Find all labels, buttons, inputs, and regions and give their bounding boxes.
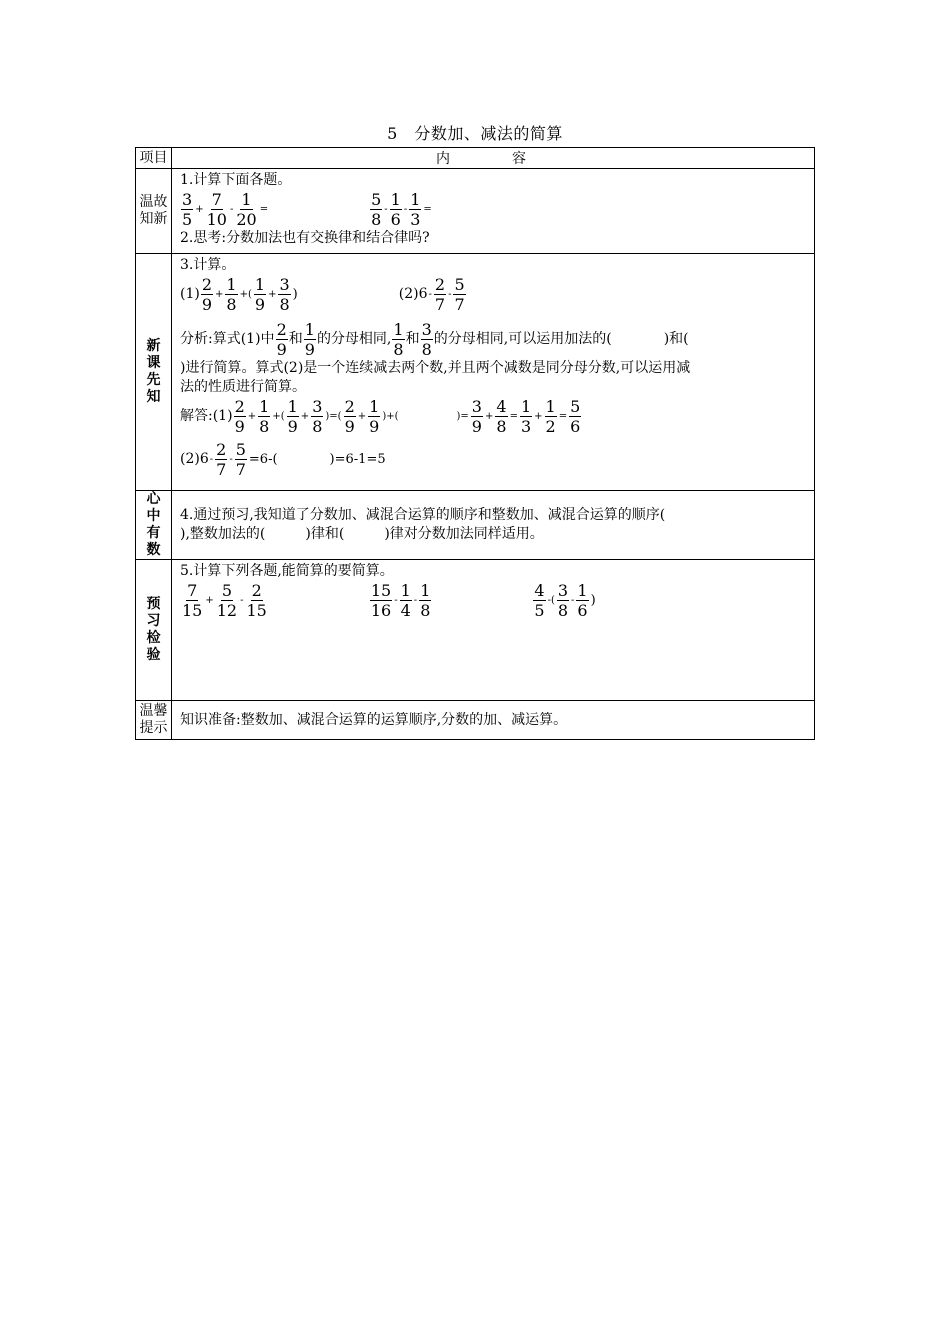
- fraction: $\frac{1}{9}$: [287, 397, 298, 436]
- fraction: $\frac{3}{9}$: [471, 397, 482, 436]
- header-item: 项目: [136, 148, 172, 169]
- fraction: $\frac{2}{7}$: [434, 275, 446, 314]
- fraction: $\frac{1}{3}$: [520, 397, 532, 436]
- solution-2-tail: =6-(: [248, 452, 278, 467]
- label-char: 有: [146, 525, 161, 541]
- solution-line-1: 解答:(1) $\frac{2}{9}$ + $\frac{1}{8}$ +( $\frac{1}{9}$ + $\frac{3}{8}$ )=( $\frac{2}{9}$ + $\frac{1}{9}$ )+( )= $\frac{3}{9}$ + $\frac{4}{8}$ = $\frac{1}{3}$ + $\frac{1}{2}$ = $\frac{5}{6}$: [180, 397, 581, 436]
- fraction: $\frac{3}{8}$: [312, 397, 323, 436]
- practice-content: [172, 560, 815, 701]
- mind-row: [136, 491, 815, 560]
- fraction: $\frac{2}{9}$: [276, 320, 287, 359]
- problem-1-prefix: (1): [180, 286, 200, 302]
- newlesson-label: [136, 254, 172, 491]
- fraction: $\frac{2}{9}$: [234, 397, 245, 436]
- fraction: $\frac{1}{8}$: [420, 581, 431, 620]
- analysis-text: 和: [288, 331, 303, 347]
- fraction: $\frac{3}{8}$: [279, 275, 290, 314]
- practice-row: [136, 560, 815, 701]
- minus-sign: -: [384, 204, 388, 215]
- newlesson-row: [136, 254, 815, 491]
- fraction: $\frac{3}{8}$: [557, 581, 569, 620]
- analysis-line-1: [180, 320, 808, 359]
- header-content: 内 容: [172, 148, 815, 169]
- review-label-line1: 温故: [139, 194, 168, 210]
- fraction: $\frac{3}{5}$: [182, 190, 193, 229]
- problem-line: (1) $\frac{2}{9}$ + $\frac{1}{8}$ +( $\frac{1}{9}$ + $\frac{3}{8}$ ) (2)6 - $\frac{2}{7}$ - $\frac{5}{7}$: [180, 275, 465, 314]
- fraction: $\frac{7}{10}$: [206, 190, 227, 229]
- analysis-text: )和(: [663, 331, 689, 347]
- tips-row: [136, 701, 815, 740]
- solution-2-prefix: (2)6: [180, 451, 209, 467]
- label-char: 中: [146, 508, 161, 524]
- mind-content: [172, 491, 815, 560]
- practice-label: [136, 560, 172, 701]
- fraction: $\frac{2}{15}$: [246, 581, 267, 620]
- solution-2-tail: )=6-1=5: [329, 452, 386, 467]
- fraction: $\frac{2}{7}$: [216, 440, 227, 479]
- problem-2-prefix: (2)6: [398, 286, 428, 302]
- review-expressions: [180, 190, 808, 229]
- plus-sign: +: [195, 204, 204, 215]
- mind-text: )律和(: [305, 526, 345, 542]
- fraction: $\frac{4}{5}$: [534, 581, 545, 620]
- fraction: $\frac{1}{8}$: [259, 397, 270, 436]
- fraction: $\frac{1}{6}$: [390, 190, 401, 229]
- fraction: $\frac{1}{8}$: [226, 275, 237, 314]
- tips-text: 知识准备:整数加、减混合运算的运算顺序,分数的加、减运算。: [180, 711, 568, 728]
- fraction: $\frac{7}{15}$: [182, 581, 203, 620]
- fraction: $\frac{1}{6}$: [577, 581, 588, 620]
- fraction: $\frac{1}{9}$: [304, 320, 315, 359]
- practice-expressions: $\frac{7}{15}$ + $\frac{5}{12}$ - $\frac{2}{15}$ $\frac{15}{16}$ - $\frac{1}{4}$ - $\frac{1}{8}$ $\frac{4}{5}$ -( $\frac{3}{8}$ - $\frac{1}{6}$ ): [182, 581, 596, 620]
- mind-text: ),整数加法的(: [180, 526, 266, 542]
- analysis-text: 的分母相同,可以运用加法的(: [433, 331, 612, 347]
- label-char: 先: [146, 372, 161, 388]
- fraction: $\frac{5}{6}$: [570, 397, 581, 436]
- label-char: 数: [146, 542, 161, 558]
- review-content: [172, 169, 815, 254]
- fraction: $\frac{5}{12}$: [216, 581, 238, 620]
- label-char: 检: [146, 630, 161, 646]
- fraction: $\frac{15}{16}$: [370, 581, 392, 620]
- fraction: $\frac{5}{8}$: [371, 190, 382, 229]
- practice-q5: 5.计算下列各题,能简算的要简算。: [180, 563, 394, 579]
- equals-sign: =: [423, 204, 432, 215]
- newlesson-q3: 3.计算。: [180, 257, 236, 273]
- fraction: $\frac{5}{7}$: [454, 275, 465, 314]
- label-char: 新: [146, 338, 161, 354]
- tips-label-line1: 温馨: [139, 703, 168, 719]
- fraction: $\frac{1}{8}$: [393, 320, 404, 359]
- newlesson-content: [172, 254, 815, 491]
- header-row: [136, 148, 815, 169]
- label-char: 心: [146, 491, 161, 507]
- minus-sign: -: [229, 204, 234, 215]
- analysis-text: 和: [405, 331, 420, 347]
- mind-text: )律对分数加法同样适用。: [384, 526, 544, 542]
- minus-sign: -: [403, 204, 408, 215]
- fraction: $\frac{1}{9}$: [254, 275, 266, 314]
- review-label: [136, 169, 172, 254]
- review-row: [136, 169, 815, 254]
- fraction: $\frac{5}{7}$: [235, 440, 246, 479]
- solution-line-2: (2)6 - $\frac{2}{7}$ - $\frac{5}{7}$ =6-( )=6-1=5: [180, 440, 386, 479]
- fraction: $\frac{1}{20}$: [236, 190, 257, 229]
- label-char: 习: [146, 613, 161, 629]
- analysis-text: 的分母相同,: [316, 331, 392, 347]
- tips-label-line2: 提示: [139, 720, 168, 736]
- analysis-line-2: )进行简算。算式(2)是一个连续减去两个数,并且两个减数是同分母分数,可以运用减: [180, 360, 691, 376]
- fraction: $\frac{1}{3}$: [410, 190, 421, 229]
- review-q1: 1.计算下面各题。: [180, 172, 292, 188]
- fraction: $\frac{1}{4}$: [400, 581, 411, 620]
- fraction: $\frac{2}{9}$: [344, 397, 355, 436]
- label-char: 预: [146, 596, 161, 612]
- analysis-text: 分析:算式(1)中: [180, 331, 275, 347]
- lesson-table: [135, 147, 815, 740]
- review-q2: 2.思考:分数加法也有交换律和结合律吗?: [180, 230, 430, 246]
- tips-label: [136, 701, 172, 740]
- analysis-line-3: 法的性质进行简算。: [180, 379, 306, 395]
- solution-prefix: 解答:(1): [180, 408, 233, 424]
- label-char: 验: [146, 647, 161, 663]
- fraction: $\frac{1}{9}$: [369, 397, 380, 436]
- equals-sign: =: [259, 204, 269, 215]
- page-title: 5 分数加、减法的简算: [387, 124, 563, 143]
- fraction: $\frac{1}{2}$: [545, 397, 556, 436]
- mind-label: [136, 491, 172, 560]
- fraction: $\frac{3}{8}$: [421, 320, 432, 359]
- fraction: $\frac{4}{8}$: [496, 397, 507, 436]
- label-char: 课: [146, 355, 161, 371]
- label-char: 知: [146, 389, 161, 405]
- fraction: $\frac{2}{9}$: [201, 275, 213, 314]
- tips-content: [172, 701, 815, 740]
- mind-line-2: [180, 525, 808, 544]
- review-label-line2: 知新: [139, 211, 168, 227]
- mind-line-1: 4.通过预习,我知道了分数加、减混合运算的顺序和整数加、减混合运算的顺序(: [180, 507, 666, 523]
